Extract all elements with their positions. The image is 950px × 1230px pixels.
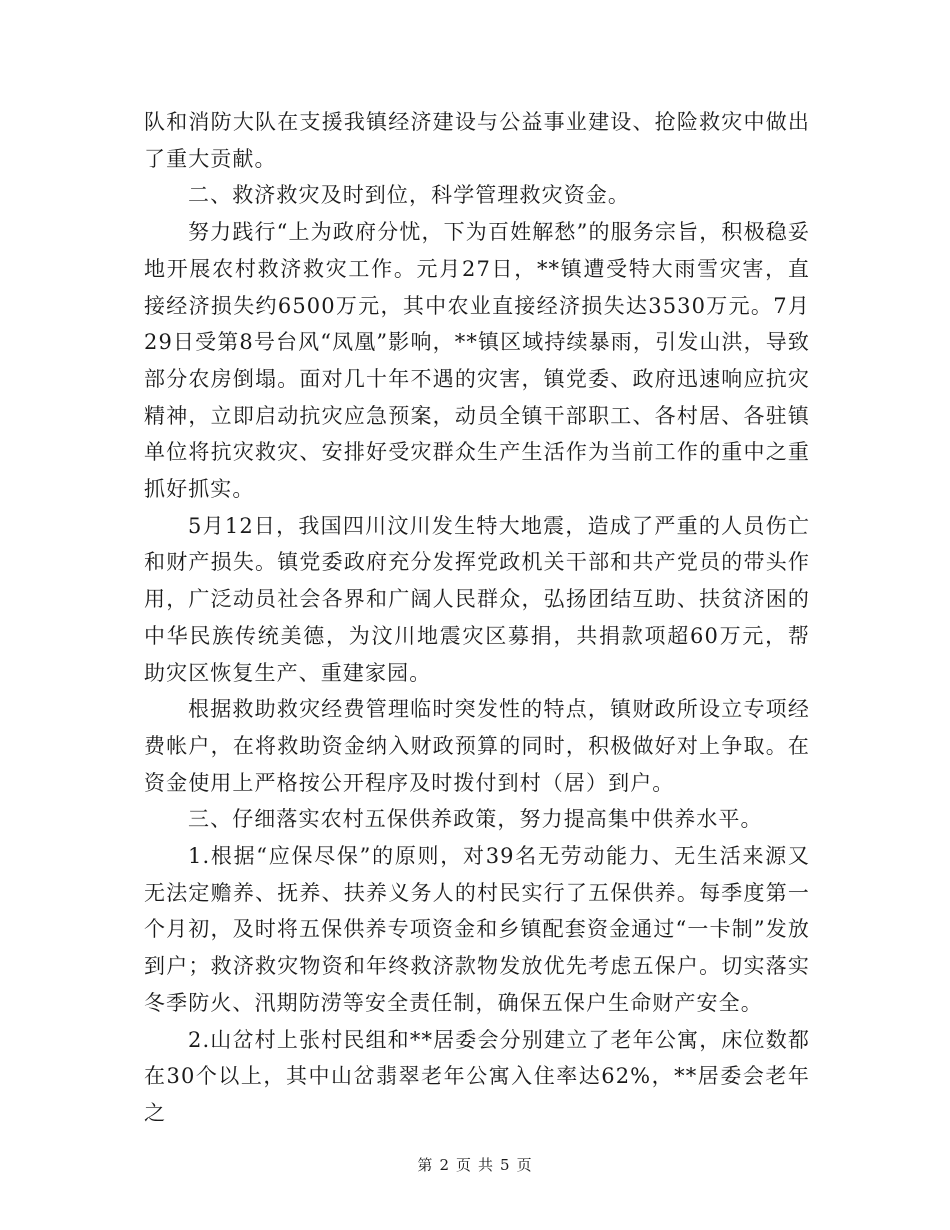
document-body	[144, 104, 810, 1132]
footer-page-end: 页	[516, 1156, 533, 1174]
page-footer	[0, 1154, 950, 1175]
paragraph-continuation: 队和消防大队在支援我镇经济建设与公益事业建设、抢险救灾中做出了重大贡献。	[144, 110, 810, 171]
footer-page-mid: 页	[455, 1156, 472, 1174]
footer-page-total: 5	[500, 1156, 511, 1174]
footer-total-label: 共	[478, 1156, 495, 1174]
paragraph-item-1: 1.根据“应保尽保”的原则，对39名无劳动能力、无生活来源又无法定赡养、抚养、扶养义务人的村民实行了五保供养。每季度第一个月初，及时将五保供养专项资金和乡镇配套资金通过“一卡制”发放到户；救济救灾物资和年终救济款物发放优先考虑五保户。切实落实冬季防火、汛期防涝等安全责任制，确保五保户生命财产安全。	[144, 844, 810, 1015]
paragraph-fund-management: 根据救助救灾经费管理临时突发性的特点，镇财政所设立专项经费帐户，在将救助资金纳入财政预算的同时，积极做好对上争取。在资金使用上严格按公开程序及时拨付到村（居）到户。	[144, 697, 810, 795]
footer-page-label: 第	[417, 1156, 434, 1174]
paragraph-disaster-relief: 努力践行“上为政府分忧，下为百姓解愁”的服务宗旨，积极稳妥地开展农村救济救灾工作。元月27日，**镇遭受特大雨雪灾害，直接经济损失约6500万元，其中农业直接经济损失达3530万元。7月29日受第8号台风“凤凰”影响，**镇区域持续暴雨，引发山洪，导致部分农房倒塌。面对几十年不遇的灾害，镇党委、政府迅速响应抗灾精神，立即启动抗灾应急预案，动员全镇干部职工、各村居、各驻镇单位将抗灾救灾、安排好受灾群众生产生活作为当前工作的重中之重抓好抓实。	[144, 220, 810, 502]
footer-page-current: 2	[439, 1156, 450, 1174]
section-heading-3: 三、仔细落实农村五保供养政策，努力提高集中供养水平。	[188, 807, 763, 832]
paragraph-item-2: 2.山岔村上张村民组和**居委会分别建立了老年公寓，床位数都在30个以上，其中山岔翡翠老年公寓入住率达62%，**居委会老年之	[144, 1027, 810, 1125]
section-heading-2: 二、救济救灾及时到位，科学管理救灾资金。	[188, 183, 630, 208]
paragraph-earthquake-donation: 5月12日，我国四川汶川发生特大地震，造成了严重的人员伤亡和财产损失。镇党委政府充分发挥党政机关干部和共产党员的带头作用，广泛动员社会各界和广阔人民群众，弘扬团结互助、扶贫济困的中华民族传统美德，为汶川地震灾区募捐，共捐款项超60万元，帮助灾区恢复生产、重建家园。	[144, 513, 810, 685]
